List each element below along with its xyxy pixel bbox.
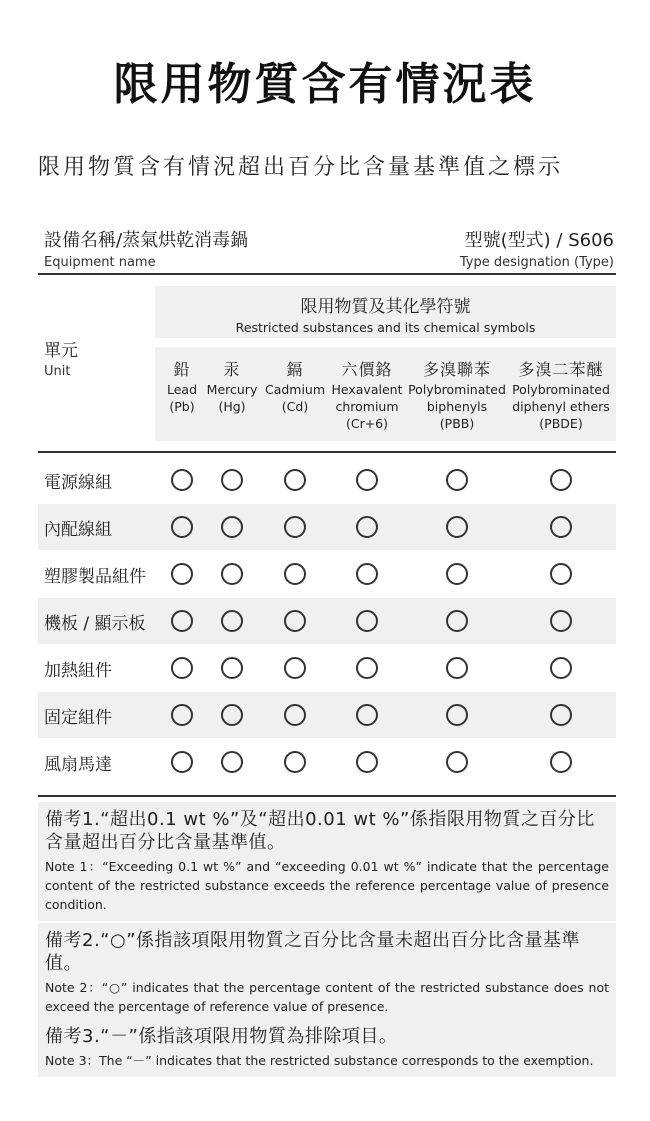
restricted-substances-en: Restricted substances and its chemical symbols [235, 320, 536, 335]
note-1-en: Note 1：“Exceeding 0.1 wt %” and “exceeding 0.01 wt %” indicate that the percentage content of the restricted substance exceeds the reference percentage value of presence condition. [45, 859, 609, 912]
circle-mark-icon [221, 469, 243, 491]
row-label: 內配線組 [44, 520, 112, 540]
circle-mark-icon [284, 657, 306, 679]
circle-mark-icon [284, 516, 306, 538]
circle-mark-icon [356, 610, 378, 632]
circle-mark-icon [284, 610, 306, 632]
substance-en-line: (Pb) [169, 399, 195, 414]
circle-mark-icon [221, 751, 243, 773]
note-3 [38, 1019, 616, 1077]
row-label: 風扇馬達 [44, 755, 112, 775]
substance-en-line: (PBDE) [539, 416, 583, 431]
circle-mark-icon [221, 610, 243, 632]
circle-mark-icon [356, 516, 378, 538]
substance-zh: 多溴聯苯 [422, 360, 492, 379]
restricted-substances-header [155, 286, 616, 338]
substance-en-line: (PBB) [439, 416, 475, 431]
substance-header-pbde [512, 357, 610, 432]
substance-en [167, 381, 197, 415]
substance-en [207, 381, 258, 415]
substance-en-line: (Cd) [281, 399, 309, 414]
unit-header [44, 336, 78, 379]
substance-zh: 鉛 [173, 360, 191, 379]
circle-mark-icon [171, 516, 193, 538]
substance-en [265, 381, 325, 415]
note-3-zh: 備考3.“－”係指該項限用物質為排除項目。 [45, 1026, 398, 1047]
circle-mark-icon [221, 704, 243, 726]
substance-en-line: (Hg) [218, 399, 246, 414]
unit-header-zh: 單元 [44, 341, 78, 361]
note-1 [38, 802, 616, 921]
substance-header-pbb [408, 357, 506, 432]
table-row [38, 739, 616, 785]
table-row [38, 457, 616, 503]
circle-mark-icon [356, 751, 378, 773]
type-designation-zh: 型號(型式) / S606 [464, 230, 614, 251]
substance-en-line: diphenyl ethers [512, 399, 610, 414]
circle-mark-icon [446, 563, 468, 585]
row-label: 電源線組 [44, 473, 112, 493]
substance-headers [155, 347, 616, 441]
substance-zh: 汞 [223, 360, 241, 379]
circle-mark-icon [550, 516, 572, 538]
substance-en [512, 381, 610, 432]
row-label: 塑膠製品組件 [44, 567, 146, 587]
equipment-name [44, 226, 248, 270]
substance-header-mercury [207, 357, 258, 415]
substance-header-cadmium [265, 357, 325, 415]
substance-en-line: Cadmium [264, 382, 326, 397]
row-label: 機板 / 顯示板 [44, 614, 146, 634]
circle-mark-icon [550, 563, 572, 585]
table-bottom-divider [38, 795, 616, 797]
substance-en [408, 381, 506, 432]
page-title: 限用物質含有情況表 [113, 59, 537, 110]
row-label: 固定組件 [44, 708, 112, 728]
substance-zh: 多溴二苯醚 [518, 360, 604, 379]
page-subtitle: 限用物質含有情況超出百分比含量基準值之標示 [38, 155, 564, 180]
equipment-name-en: Equipment name [44, 255, 156, 270]
substance-zh: 六價鉻 [341, 360, 393, 379]
note-2-zh: 備考2.“○”係指該項限用物質之百分比含量未超出百分比含量基準值。 [45, 930, 581, 974]
circle-mark-icon [221, 657, 243, 679]
table-row [38, 598, 616, 644]
circle-mark-icon [446, 469, 468, 491]
circle-mark-icon [550, 704, 572, 726]
note-1-zh: 備考1.“超出0.1 wt %”及“超出0.01 wt %”係指限用物質之百分比含量超出百分比含量基準值。 [45, 809, 595, 853]
table-divider [38, 451, 616, 453]
circle-mark-icon [550, 610, 572, 632]
circle-mark-icon [171, 751, 193, 773]
circle-mark-icon [171, 610, 193, 632]
substance-en-line: Polybrominated [408, 382, 506, 397]
circle-mark-icon [171, 657, 193, 679]
circle-mark-icon [284, 469, 306, 491]
circle-mark-icon [284, 563, 306, 585]
unit-header-en: Unit [44, 364, 71, 379]
type-designation-en: Type designation (Type) [459, 255, 614, 270]
circle-mark-icon [550, 469, 572, 491]
note-3-en: Note 3：The “－” indicates that the restricted substance corresponds to the exemption. [45, 1053, 594, 1068]
circle-mark-icon [446, 704, 468, 726]
substance-en [332, 381, 403, 432]
type-designation [460, 226, 614, 270]
substance-header-lead [167, 357, 197, 415]
circle-mark-icon [284, 704, 306, 726]
note-2-en: Note 2：“○” indicates that the percentage content of the restricted substance does not exceed the percentage of reference value of presence. [45, 980, 609, 1014]
restricted-substances-zh: 限用物質及其化學符號 [300, 297, 471, 317]
equipment-name-zh: 設備名稱/蒸氣烘乾消毒鍋 [44, 230, 249, 251]
table-row [38, 692, 616, 738]
substance-en-line: chromium [335, 399, 399, 414]
row-label: 加熱組件 [44, 661, 112, 681]
circle-mark-icon [356, 469, 378, 491]
table-row [38, 645, 616, 691]
substance-en-line: Hexavalent [331, 382, 403, 397]
circle-mark-icon [446, 751, 468, 773]
substance-header-hexavalent-chromium [332, 357, 403, 432]
circle-mark-icon [550, 751, 572, 773]
circle-mark-icon [356, 657, 378, 679]
circle-mark-icon [446, 610, 468, 632]
substance-en-line: Mercury [206, 382, 258, 397]
circle-mark-icon [356, 563, 378, 585]
circle-mark-icon [284, 751, 306, 773]
substance-en-line: Polybrominated [512, 382, 610, 397]
substance-zh: 鎘 [286, 360, 304, 379]
circle-mark-icon [221, 516, 243, 538]
substance-en-line: biphenyls [426, 399, 488, 414]
table-row [38, 551, 616, 597]
circle-mark-icon [550, 657, 572, 679]
header-divider [38, 273, 616, 275]
note-2 [38, 923, 616, 1023]
substance-en-line: Lead [166, 382, 198, 397]
circle-mark-icon [171, 563, 193, 585]
circle-mark-icon [356, 704, 378, 726]
table-row [38, 504, 616, 550]
circle-mark-icon [446, 516, 468, 538]
circle-mark-icon [446, 657, 468, 679]
circle-mark-icon [171, 469, 193, 491]
circle-mark-icon [221, 563, 243, 585]
substance-en-line: (Cr+6) [345, 416, 389, 431]
circle-mark-icon [171, 704, 193, 726]
